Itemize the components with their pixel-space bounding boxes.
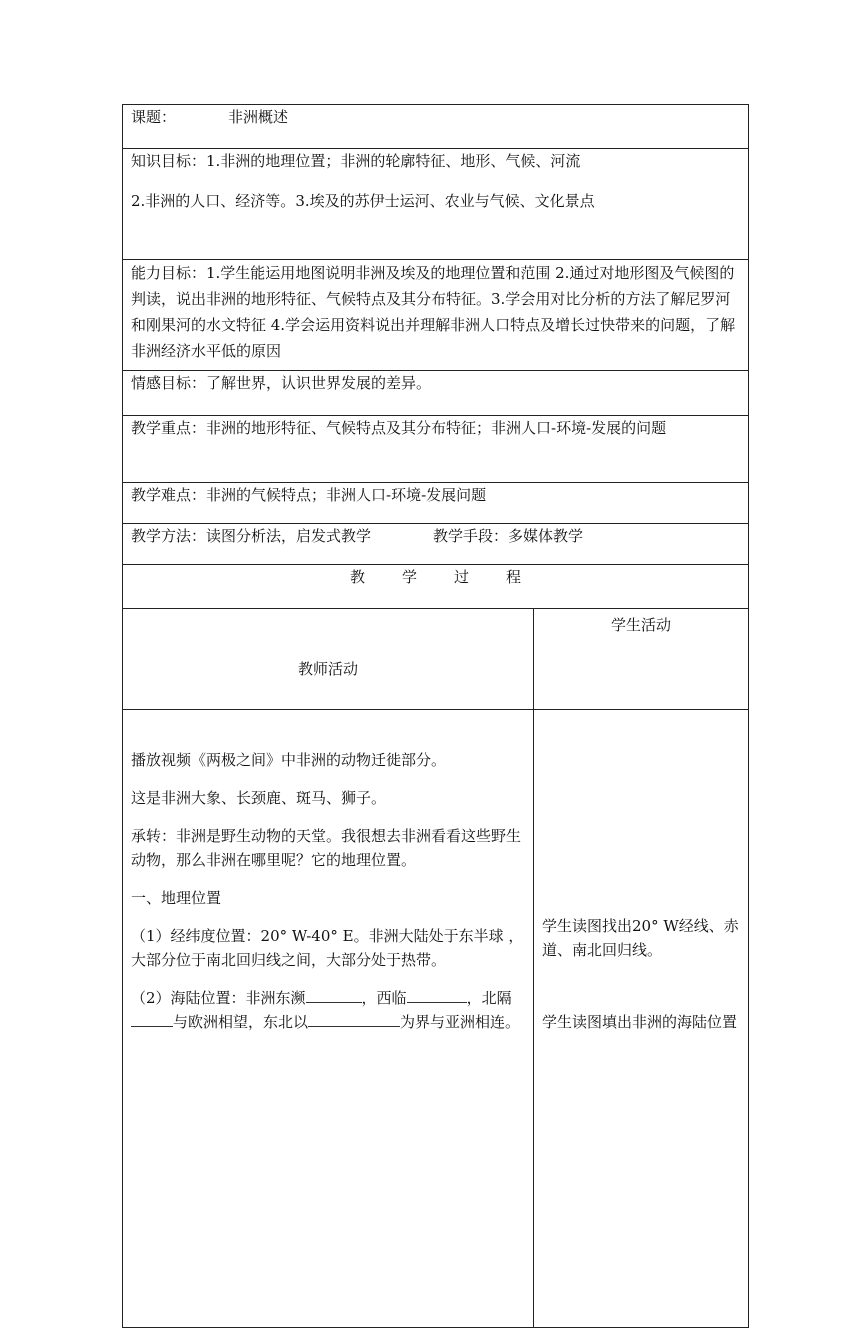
column-header-row <box>123 609 749 710</box>
teacher-paragraph: 承转：非洲是野生动物的天堂。我很想去非洲看看这些野生动物，那么非洲在哪里呢？它的地理位置。 <box>131 827 522 869</box>
emotion-cell <box>123 371 749 416</box>
difficulties-text: 教学难点：非洲的气候特点；非洲人口-环境-发展问题 <box>131 486 487 504</box>
teaching-means: 教学手段：多媒体教学 <box>433 527 584 545</box>
fill-in-text: ，北隔 <box>466 989 512 1007</box>
knowledge-cell <box>123 149 749 260</box>
student-paragraph: 学生读图填出非洲的海陆位置 <box>542 1013 738 1031</box>
teacher-paragraph: 这是非洲大象、长颈鹿、斑马、狮子。 <box>131 789 387 807</box>
fill-in-blank[interactable] <box>306 987 362 1003</box>
key-points-row <box>123 416 749 483</box>
difficulties-row <box>123 483 749 524</box>
teacher-paragraph: （1）经纬度位置：20° W-40° E。非洲大陆处于东半球 ，大部分位于南北回归线之间，大部分处于热带。 <box>131 927 524 969</box>
emotion-text: 情感目标：了解世界，认识世界发展的差异。 <box>131 374 432 392</box>
title-row <box>123 105 749 149</box>
fill-in-paragraph <box>131 986 525 1034</box>
method-cell <box>123 524 749 565</box>
fill-in-text: 与欧洲相望，东北以 <box>173 1013 309 1031</box>
process-char: 教 <box>349 568 365 586</box>
teacher-paragraph: 播放视频《两极之间》中非洲的动物迁徙部分。 <box>131 751 447 769</box>
activity-body-row <box>123 710 749 1328</box>
teacher-activity-cell <box>123 710 534 1328</box>
title-label: 课题： <box>131 108 177 126</box>
key-points-text: 教学重点：非洲的地形特征、气候特点及其分布特征；非洲人口-环境-发展的问题 <box>131 419 667 437</box>
difficulties-cell <box>123 483 749 524</box>
knowledge-row <box>123 149 749 260</box>
fill-in-text: 为界与亚洲相连。 <box>400 1013 521 1031</box>
lesson-title: 非洲概述 <box>228 108 289 126</box>
teacher-activity-header: 教师活动 <box>123 609 534 710</box>
process-row <box>123 565 749 609</box>
process-char: 过 <box>453 568 469 586</box>
teaching-methods: 教学方法：读图分析法，启发式教学 <box>131 527 372 545</box>
process-char: 程 <box>505 568 521 586</box>
student-activity-header: 学生活动 <box>534 609 749 710</box>
fill-in-blank[interactable] <box>308 1011 400 1027</box>
process-heading <box>123 565 749 609</box>
knowledge-line-2: 2.非洲的人口、经济等。3.埃及的苏伊士运河、农业与气候、文化景点 <box>131 192 595 210</box>
emotion-row <box>123 371 749 416</box>
key-points-cell <box>123 416 749 483</box>
ability-cell <box>123 260 749 371</box>
fill-in-text: （2）海陆位置：非洲东濒 <box>131 989 306 1007</box>
section-heading: 一、地理位置 <box>131 889 222 907</box>
student-paragraph: 学生读图找出20° W经线、赤道、南北回归线。 <box>542 917 739 959</box>
student-activity-cell <box>534 710 749 1328</box>
fill-in-blank[interactable] <box>131 1011 173 1027</box>
title-cell <box>123 105 749 149</box>
method-row <box>123 524 749 565</box>
ability-row <box>123 260 749 371</box>
ability-text: 能力目标：1.学生能运用地图说明非洲及埃及的地理位置和范围 2.通过对地形图及气候图的判读，说出非洲的地形特征、气候特点及其分布特征。3.学会用对比分析的方法了解尼罗河和刚果河的水文特征 4.学会运用资料说出并理解非洲人口特点及增长过快带来的问题，了解非洲经济水平低的原因 <box>131 264 736 360</box>
fill-in-text: ，西临 <box>361 989 407 1007</box>
lesson-plan-table <box>122 104 749 1328</box>
process-char: 学 <box>401 568 417 586</box>
fill-in-blank[interactable] <box>407 987 467 1003</box>
knowledge-line-1: 知识目标：1.非洲的地理位置；非洲的轮廓特征、地形、气候、河流 <box>131 152 581 170</box>
